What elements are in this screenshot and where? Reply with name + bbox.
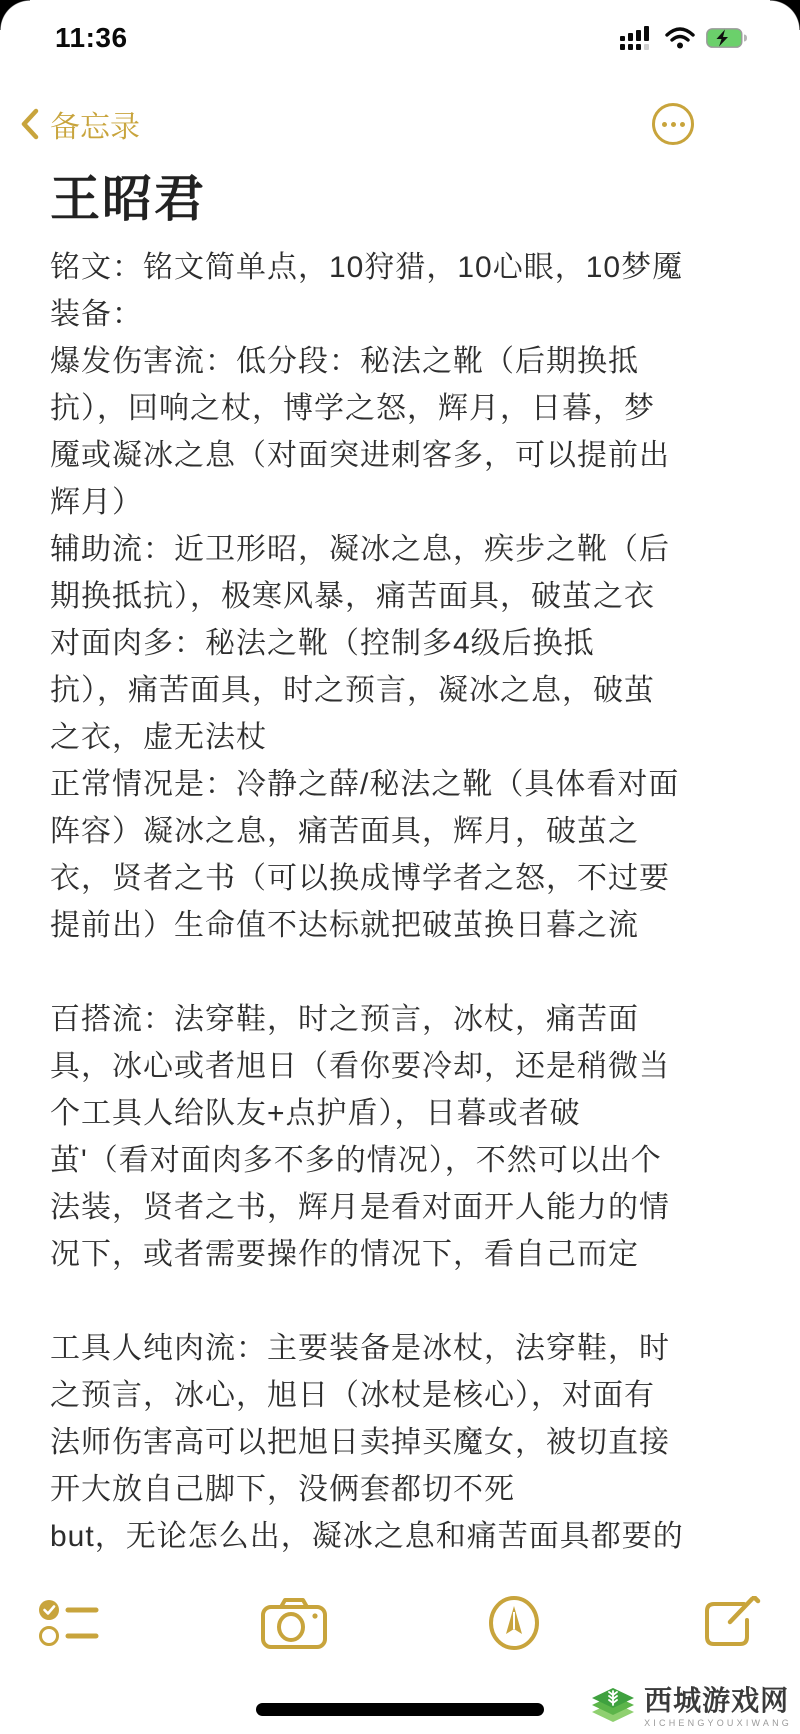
camera-icon [261, 1596, 327, 1650]
note-line: 况下，或者需要操作的情况下，看自己而定 [50, 1238, 639, 1271]
note-line: but，无论怎么出，凝冰之息和痛苦面具都要的 [50, 1520, 684, 1553]
cellular-signal-icon [620, 26, 654, 50]
note-line: 辅助流：近卫形昭，凝冰之息，疾步之靴（后 [50, 533, 670, 566]
note-line: 法装，贤者之书，辉月是看对面开人能力的情 [50, 1191, 670, 1224]
watermark-logo-icon [588, 1686, 638, 1734]
note-line: 提前出）生命值不达标就把破茧换日暮之流 [50, 909, 639, 942]
note-line: 爆发伤害流：低分段：秘法之靴（后期换抵 [50, 345, 639, 378]
note-line: 茧'（看对面肉多不多的情况），不然可以出个 [50, 1144, 662, 1177]
back-label: 备忘录 [50, 111, 140, 144]
status-bar [0, 0, 800, 62]
note-line: 对面肉多：秘法之靴（控制多4级后换抵 [50, 627, 595, 660]
note-line: 法师伤害高可以把旭日卖掉买魔女，被切直接 [50, 1426, 670, 1459]
note-line: 辉月） [50, 486, 143, 519]
bottom-toolbar [0, 1588, 800, 1660]
site-watermark [588, 1686, 792, 1734]
checklist-icon [38, 1598, 100, 1648]
note-line [50, 949, 764, 996]
note-line: 装备： [50, 298, 143, 331]
checklist-button[interactable] [38, 1598, 100, 1651]
status-icons [620, 26, 748, 50]
markup-icon [487, 1596, 541, 1650]
note-line: 魇或凝冰之息（对面突进刺客多，可以提前出 [50, 439, 670, 472]
back-button[interactable] [20, 102, 140, 146]
note-line: 抗），痛苦面具，时之预言，凝冰之息，破茧 [50, 674, 655, 707]
chevron-left-icon [20, 108, 40, 140]
nav-bar [0, 96, 800, 152]
note-line: 衣，贤者之书（可以换成博学者之怒，不过要 [50, 862, 670, 895]
note-line: 百搭流：法穿鞋，时之预言，冰杖，痛苦面 [50, 1003, 639, 1036]
note-area[interactable] [50, 170, 764, 1560]
note-line: 具，冰心或者旭日（看你要冷却，还是稍微当 [50, 1050, 670, 1083]
note-line: 开大放自己脚下，没俩套都切不死 [50, 1473, 515, 1506]
screen-corner-top-right [770, 0, 800, 30]
note-line: 正常情况是：冷静之薛/秘法之靴（具体看对面 [50, 768, 680, 801]
status-time: 11:36 [55, 22, 128, 53]
note-line: 工具人纯肉流：主要装备是冰杖，法穿鞋，时 [50, 1332, 670, 1365]
screen-corner-top-left [0, 0, 30, 30]
note-line [50, 1278, 764, 1325]
more-button[interactable] [652, 103, 694, 145]
note-line: 铭文：铭文简单点，10狩猎，10心眼，10梦魇 [50, 251, 684, 284]
note-line: 期换抵抗），极寒风暴，痛苦面具，破茧之衣 [50, 580, 655, 613]
note-line: 个工具人给队友+点护盾），日暮或者破 [50, 1097, 581, 1130]
note-line: 之预言，冰心，旭日（冰杖是核心），对面有 [50, 1379, 655, 1412]
battery-charging-icon [706, 28, 748, 48]
ellipsis-circle-icon [662, 122, 667, 127]
note-body [50, 244, 764, 1560]
home-indicator[interactable] [256, 1703, 544, 1716]
note-line: 阵容）凝冰之息，痛苦面具，辉月，破茧之 [50, 815, 639, 848]
compose-icon [702, 1596, 762, 1650]
note-title: 王昭君 [50, 171, 206, 227]
markup-button[interactable] [487, 1596, 541, 1653]
camera-button[interactable] [261, 1596, 327, 1653]
watermark-site-name: 西城游戏网 [644, 1685, 790, 1716]
note-line: 抗），回响之杖，博学之怒，辉月，日暮，梦 [50, 392, 655, 425]
compose-button[interactable] [702, 1596, 762, 1653]
note-line: 之衣，虚无法杖 [50, 721, 267, 754]
watermark-site-romanized: XICHENGYOUXIWANG [644, 1718, 792, 1728]
wifi-icon [665, 27, 695, 49]
